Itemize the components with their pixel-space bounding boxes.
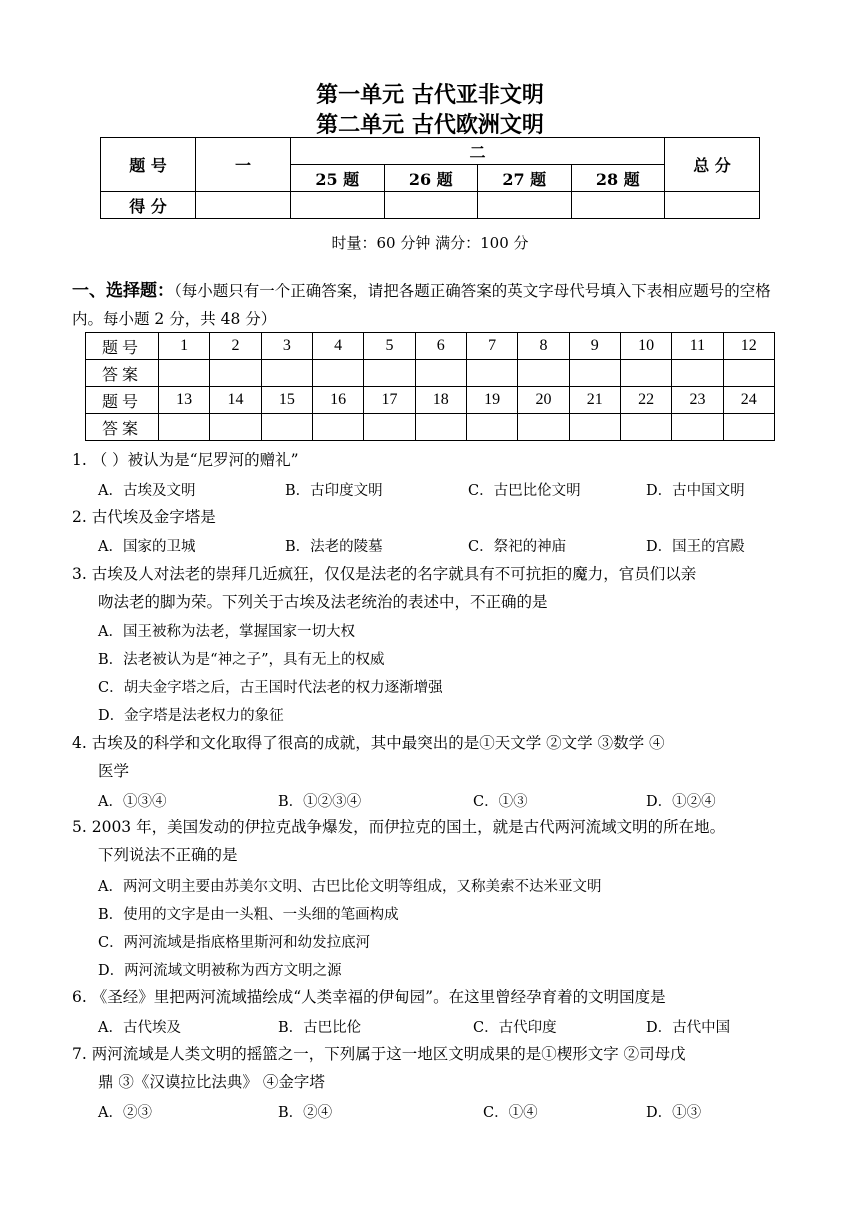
- score-header-total: 总 分: [665, 138, 760, 192]
- answer-cell[interactable]: [364, 360, 415, 387]
- qnum-cell: 4: [312, 333, 363, 360]
- score-cell[interactable]: [571, 192, 665, 219]
- q4-option-c: C．①③: [473, 794, 528, 810]
- qnum-cell: 16: [312, 387, 363, 414]
- answer-cell[interactable]: [210, 360, 261, 387]
- q5-option-d: D．两河流域文明被称为西方文明之源: [98, 963, 342, 979]
- score-header-one: 一: [196, 138, 291, 192]
- q4-option-a: A．①③④: [98, 794, 167, 810]
- qnum-cell: 24: [723, 387, 774, 414]
- answer-cell[interactable]: [620, 360, 671, 387]
- q5-option-c: C．两河流域是指底格里斯河和幼发拉底河: [98, 935, 371, 951]
- section-heading: [72, 277, 792, 333]
- q2-option-d: D．国王的宫殿: [646, 539, 745, 555]
- q3-option-d: D．金字塔是法老权力的象征: [98, 708, 284, 724]
- q5-option-a: A．两河文明主要由苏美尔文明、古巴比伦文明等组成，又称美索不达米亚文明: [98, 879, 602, 895]
- q3-option-a: A．国王被称为法老，掌握国家一切大权: [98, 624, 355, 640]
- qnum-cell: 7: [466, 333, 517, 360]
- score-sub-27: 27 题: [478, 165, 572, 192]
- answer-cell[interactable]: [415, 360, 466, 387]
- qnum-cell: 8: [518, 333, 569, 360]
- qnum-cell: 11: [672, 333, 723, 360]
- unit-title-1: 第一单元 古代亚非文明: [316, 83, 544, 108]
- answer-cell[interactable]: [364, 414, 415, 441]
- qnum-cell: 2: [210, 333, 261, 360]
- question-2-stem: 2. 古代埃及金字塔是: [72, 508, 216, 526]
- answer-header-tihao: 题号: [86, 333, 159, 360]
- qnum-cell: 18: [415, 387, 466, 414]
- answer-cell[interactable]: [723, 414, 774, 441]
- answer-cell[interactable]: [620, 414, 671, 441]
- score-sub-25: 25 题: [291, 165, 385, 192]
- q7-option-c: C．①④: [483, 1105, 538, 1121]
- score-sub-28: 28 题: [571, 165, 665, 192]
- time-limit-line: 时量：60 分钟 满分：100 分: [331, 234, 529, 252]
- q6-option-c: C．古代印度: [473, 1020, 557, 1036]
- question-4-stem-line2: 医学: [98, 762, 130, 780]
- answer-cell[interactable]: [466, 414, 517, 441]
- q7-option-d: D．①③: [646, 1105, 702, 1121]
- score-cell[interactable]: [196, 192, 291, 219]
- qnum-cell: 17: [364, 387, 415, 414]
- answer-header-daan: 答案: [86, 360, 159, 387]
- answer-cell[interactable]: [518, 360, 569, 387]
- answer-cell[interactable]: [261, 414, 312, 441]
- question-3-stem-line1: 3. 古埃及人对法老的崇拜几近疯狂，仅仅是法老的名字就具有不可抗拒的魔力，官员们以亲: [72, 565, 697, 583]
- answer-cell[interactable]: [312, 414, 363, 441]
- q4-option-b: B．①②③④: [278, 794, 362, 810]
- answer-header-tihao: 题号: [86, 387, 159, 414]
- question-7-stem-line1: 7. 两河流域是人类文明的摇篮之一，下列属于这一地区文明成果的是①楔形文字 ②司母戊: [72, 1045, 686, 1063]
- answer-cell[interactable]: [723, 360, 774, 387]
- q1-option-a: A．古埃及文明: [98, 483, 196, 499]
- qnum-cell: 1: [159, 333, 210, 360]
- qnum-cell: 23: [672, 387, 723, 414]
- qnum-cell: 10: [620, 333, 671, 360]
- q2-option-c: C．祭祀的神庙: [468, 539, 567, 555]
- q5-option-b: B．使用的文字是由一头粗、一头细的笔画构成: [98, 907, 399, 923]
- answer-cell[interactable]: [415, 414, 466, 441]
- score-sub-26: 26 题: [384, 165, 478, 192]
- answer-cell[interactable]: [466, 360, 517, 387]
- qnum-cell: 3: [261, 333, 312, 360]
- answer-cell[interactable]: [159, 360, 210, 387]
- score-cell[interactable]: [291, 192, 385, 219]
- question-6-stem: 6. 《圣经》里把两河流域描绘成“人类幸福的伊甸园”。在这里曾经孕育着的文明国度是: [72, 988, 666, 1006]
- q6-option-d: D．古代中国: [646, 1020, 731, 1036]
- answer-cell[interactable]: [569, 414, 620, 441]
- qnum-cell: 22: [620, 387, 671, 414]
- score-cell[interactable]: [384, 192, 478, 219]
- section-instructions: （每小题只有一个正确答案，请把各题正确答案的英文字母代号填入下表相应题号的空格内。每小题 2 分，共 48 分）: [72, 282, 771, 328]
- q6-option-a: A．古代埃及: [98, 1020, 181, 1036]
- q7-option-a: A．②③: [98, 1105, 152, 1121]
- answer-cell[interactable]: [672, 360, 723, 387]
- qnum-cell: 5: [364, 333, 415, 360]
- question-7-stem-line2: 鼎 ③《汉谟拉比法典》 ④金字塔: [98, 1073, 325, 1091]
- question-5-stem-line2: 下列说法不正确的是: [98, 846, 238, 864]
- q1-option-b: B．古印度文明: [285, 483, 383, 499]
- score-header-two: 二: [291, 138, 665, 165]
- question-1-stem: 1. （ ）被认为是“尼罗河的赠礼”: [72, 451, 299, 469]
- qnum-cell: 20: [518, 387, 569, 414]
- answer-cell[interactable]: [672, 414, 723, 441]
- qnum-cell: 15: [261, 387, 312, 414]
- score-row-defen: 得 分: [101, 192, 196, 219]
- q4-option-d: D．①②④: [646, 794, 716, 810]
- q3-option-b: B．法老被认为是“神之子”，具有无上的权威: [98, 652, 385, 668]
- qnum-cell: 14: [210, 387, 261, 414]
- q1-option-c: C．古巴比伦文明: [468, 483, 581, 499]
- qnum-cell: 12: [723, 333, 774, 360]
- unit-title-2: 第二单元 古代欧洲文明: [316, 113, 544, 138]
- answer-cell[interactable]: [159, 414, 210, 441]
- score-table: [100, 137, 760, 219]
- question-4-stem-line1: 4. 古埃及的科学和文化取得了很高的成就，其中最突出的是①天文学 ②文学 ③数学 ④: [72, 734, 665, 752]
- answer-cell[interactable]: [210, 414, 261, 441]
- q1-option-d: D．古中国文明: [646, 483, 745, 499]
- qnum-cell: 9: [569, 333, 620, 360]
- score-header-tihao: 题 号: [101, 138, 196, 192]
- qnum-cell: 13: [159, 387, 210, 414]
- answer-header-daan: 答案: [86, 414, 159, 441]
- answer-cell[interactable]: [261, 360, 312, 387]
- qnum-cell: 6: [415, 333, 466, 360]
- answer-table: [85, 332, 775, 441]
- score-cell[interactable]: [665, 192, 760, 219]
- question-3-stem-line2: 吻法老的脚为荣。下列关于古埃及法老统治的表述中，不正确的是: [98, 593, 548, 611]
- answer-cell[interactable]: [312, 360, 363, 387]
- q6-option-b: B．古巴比伦: [278, 1020, 362, 1036]
- answer-cell[interactable]: [518, 414, 569, 441]
- q3-option-c: C．胡夫金字塔之后，古王国时代法老的权力逐渐增强: [98, 680, 443, 696]
- answer-cell[interactable]: [569, 360, 620, 387]
- q2-option-a: A．国家的卫城: [98, 539, 196, 555]
- section-title: 一、选择题：: [72, 281, 174, 301]
- q2-option-b: B．法老的陵墓: [285, 539, 383, 555]
- q7-option-b: B．②④: [278, 1105, 333, 1121]
- qnum-cell: 21: [569, 387, 620, 414]
- qnum-cell: 19: [466, 387, 517, 414]
- score-cell[interactable]: [478, 192, 572, 219]
- question-5-stem-line1: 5. 2003 年，美国发动的伊拉克战争爆发，而伊拉克的国土，就是古代两河流域文明的所在地。: [72, 818, 726, 836]
